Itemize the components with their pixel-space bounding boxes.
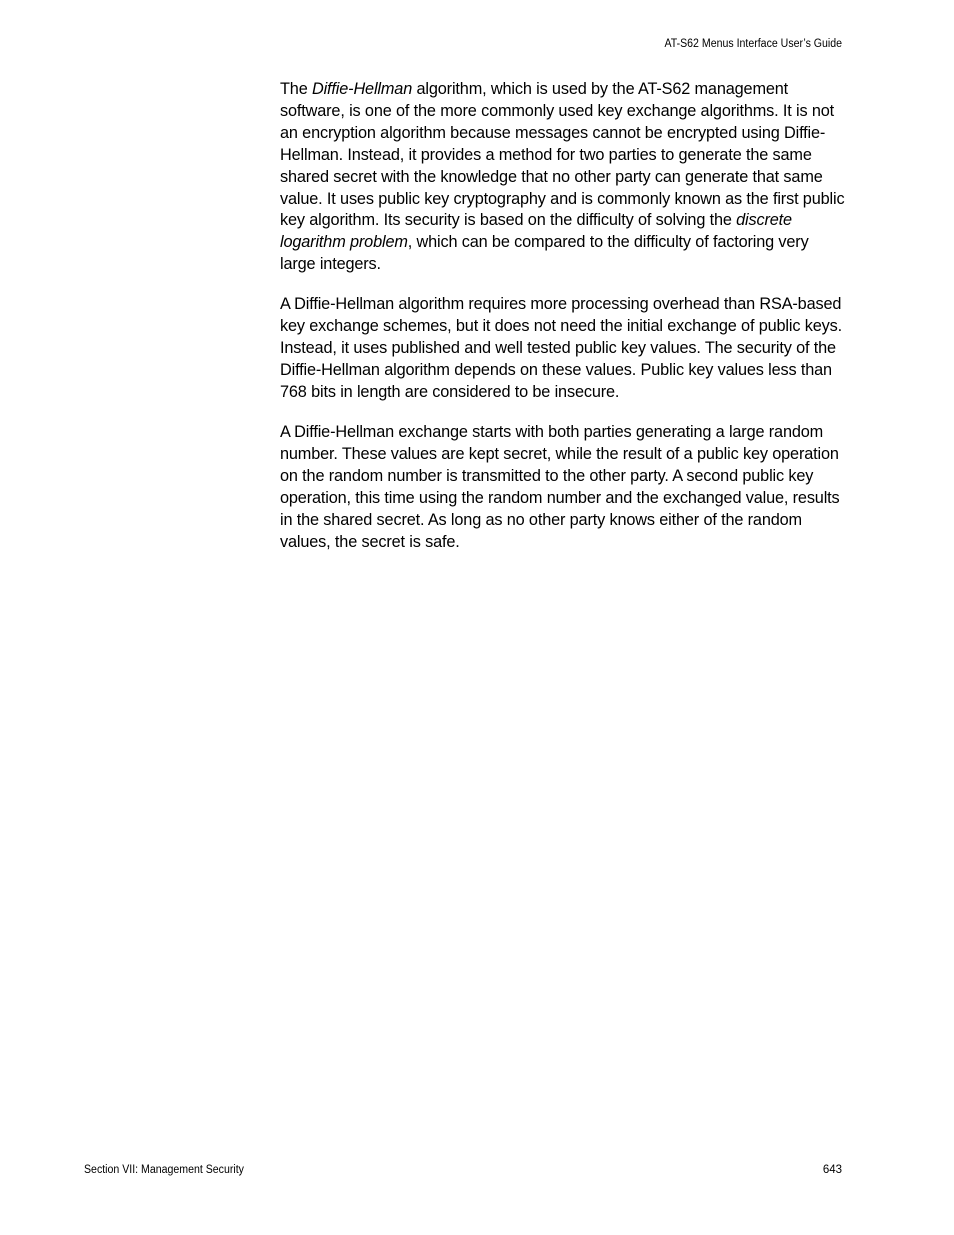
footer-section-title: Section VII: Management Security bbox=[84, 1164, 244, 1176]
paragraph-diffie-hellman-intro bbox=[280, 79, 846, 276]
term-discrete-logarithm-problem: discrete logarithm problem bbox=[280, 211, 792, 252]
intro-text-2: algorithm, which is used by the AT-S62 management software, is one of the more commonly used key exchange algorithms. It is not an encryption algorithm because messages cannot be encrypted using Diffie-Hellman. Instead, it provides a method for two parties to generate the same shared secret with the knowledge that no other party can generate that same value. It uses public key cryptography and is commonly known as the first public key algorithm. Its security is based on the difficulty of solving the bbox=[280, 80, 845, 230]
body-text bbox=[280, 79, 846, 572]
paragraph-processing-overhead: A Diffie-Hellman algorithm requires more processing overhead than RSA-based key exchange schemes, but it does not need the initial exchange of public keys. Instead, it uses published and well tested public key values. The security of the Diffie-Hellman algorithm depends on these values. Public key values less than 768 bits in length are considered to be insecure. bbox=[280, 295, 842, 402]
intro-text-1: The bbox=[280, 80, 312, 98]
paragraph-exchange-process: A Diffie-Hellman exchange starts with both parties generating a large random number. These values are kept secret, while the result of a public key operation on the random number is transmitted to the other party. A second public key operation, this time using the random number and the exchanged value, results in the shared secret. As long as no other party knows either of the random values, the secret is safe. bbox=[280, 423, 840, 551]
footer-page-number: 643 bbox=[822, 1164, 842, 1176]
term-diffie-hellman: Diffie-Hellman bbox=[311, 80, 413, 98]
running-header-guide-title: AT-S62 Menus Interface User’s Guide bbox=[664, 38, 842, 50]
intro-text-3: , which can be compared to the difficulty of factoring very large integers. bbox=[280, 233, 809, 274]
